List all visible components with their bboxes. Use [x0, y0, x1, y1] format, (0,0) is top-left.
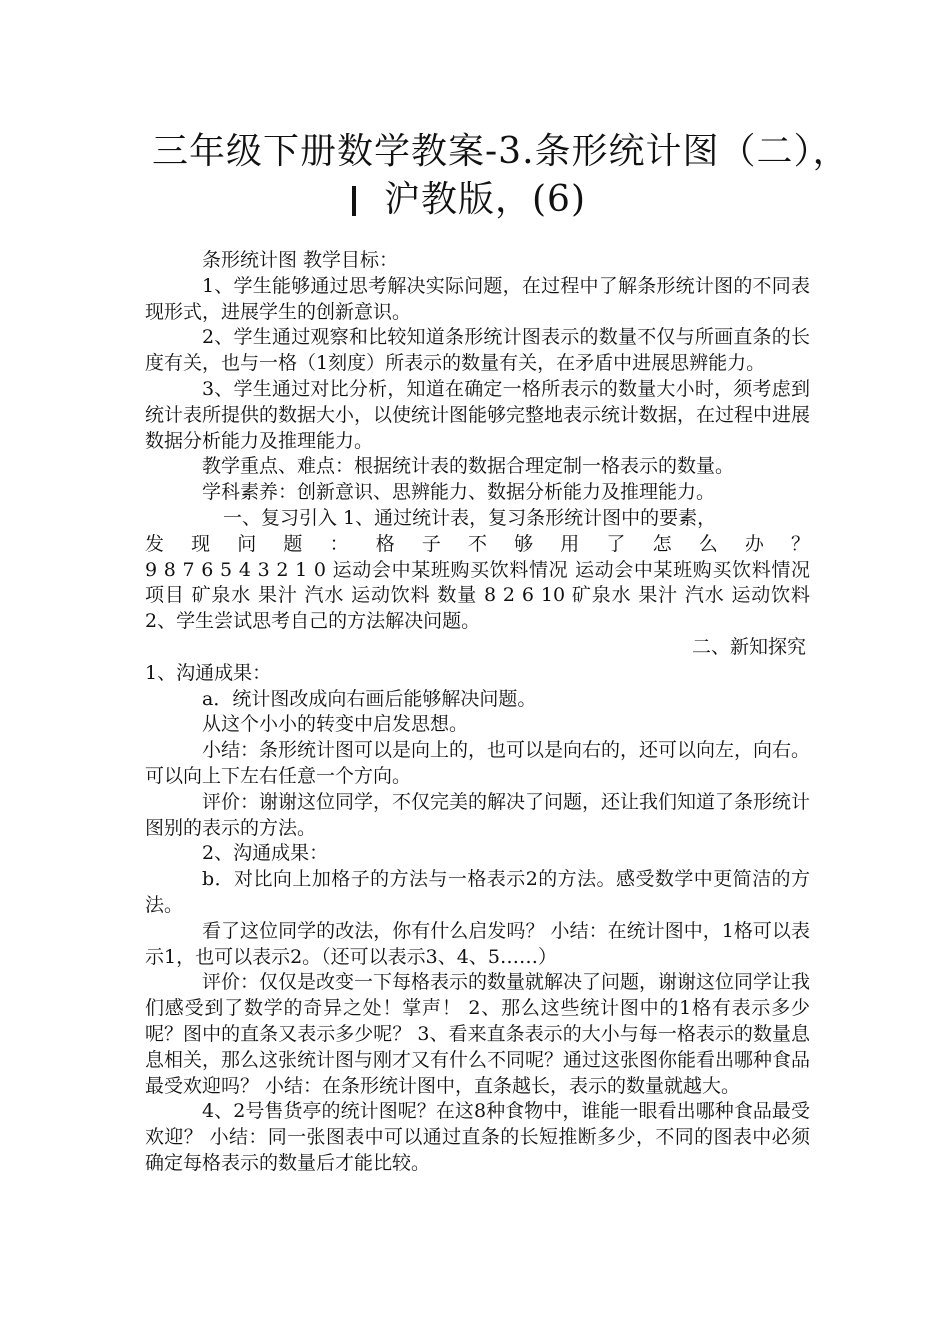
paragraph-competencies: 学科素养：创新意识、思辨能力、数据分析能力及推理能力。: [202, 481, 716, 504]
paragraph-evaluation-2: 评价：仅仅是改变一下每格表示的数量就解决了问题，谢谢这位同学让我们感受到了数学的奇异之处！掌声！ 2、那么这些统计图中的1格有表示多少呢？图中的直条又表示多少呢？ 3、看来直条表示的大小与每一格表示的数量息息相关，那么这张统计图与刚才又有什么不同呢？通过这张图你能看出哪种食品最受欢迎吗？ 小结：在条形统计图中，直条越长，表示的数量就越大。: [145, 971, 811, 1097]
paragraph-new-knowledge-heading: 二、新知探究: [691, 635, 806, 658]
title-line-1: 三年级下册数学教案-3.条形统计图（二），: [152, 131, 850, 172]
paragraph-objective-3: 3、学生通过对比分析，知道在确定一格所表示的数量大小时，须考虑到统计表所提供的数据大小，以使统计图能够完整地表示统计数据，在过程中进展数据分析能力及推理能力。: [145, 377, 811, 452]
paragraph-find-problem: 发 现 问 题 ： 格 子 不 够 用 了 怎 么 办 ？: [145, 532, 810, 555]
paragraph-item-b: b．对比向上加格子的方法与一格表示2的方法。感受数学中更简洁的方法。: [145, 868, 810, 916]
paragraph-communicate-2: 2、沟通成果：: [202, 842, 329, 865]
paragraph-evaluation-1: 评价：谢谢这位同学，不仅完美的解决了问题，还让我们知道了条形统计图别的表示的方法。: [145, 790, 811, 839]
document-title: [100, 128, 860, 224]
title-bar-mark: [352, 186, 356, 216]
title-line-2-wrapper: [100, 176, 860, 224]
paragraph-communicate-1: 1、沟通成果：: [145, 661, 272, 684]
paragraph-inspiration: 从这个小小的转变中启发思想。: [202, 713, 469, 736]
title-line-2: 沪教版，(6): [384, 179, 586, 220]
paragraph-chart-data: 9 8 7 6 5 4 3 2 1 0 运动会中某班购买饮料情况 运动会中某班购买饮料情况 项目 矿泉水 果汁 汽水 运动饮料 数量 8 2 6 10 矿泉水 果汁 汽水 运动饮料 2、学生尝试思考自己的方法解决问题。: [145, 558, 810, 633]
paragraph-kiosk-2: 4、2号售货亭的统计图呢？在这8种食物中，谁能一眼看出哪种食品最受欢迎？ 小结：同一张图表中可以通过直条的长短推断多少，不同的图表中必须确定每格表示的数量后才能比较。: [145, 1100, 810, 1174]
document-body: [145, 248, 810, 1177]
paragraph-summary-2: 看了这位同学的改法，你有什么启发吗？ 小结：在统计图中，1格可以表示1，也可以表示2。（还可以表示3、4、5……）: [145, 919, 810, 968]
paragraph-review-intro: 一、复习引入 1、通过统计表，复习条形统计图中的要素，: [223, 506, 717, 529]
paragraph-objective-2: 2、学生通过观察和比较知道条形统计图表示的数量不仅与所画直条的长度有关，也与一格（1刻度）所表示的数量有关，在矛盾中进展思辨能力。: [145, 326, 810, 375]
paragraph-key-points: 教学重点、难点：根据统计表的数据合理定制一格表示的数量。: [202, 455, 735, 478]
paragraph-item-a: a．统计图改成向右画后能够解决问题。: [202, 687, 537, 710]
paragraph-summary-1: 小结：条形统计图可以是向上的，也可以是向右的，还可以向左，向右。可以向上下左右任意一个方向。: [145, 739, 811, 787]
paragraph-objective-1: 1、学生能够通过思考解决实际问题，在过程中了解条形统计图的不同表现形式，进展学生的创新意识。: [145, 274, 810, 323]
paragraph-objectives-heading: 条形统计图 教学目标：: [202, 249, 399, 271]
